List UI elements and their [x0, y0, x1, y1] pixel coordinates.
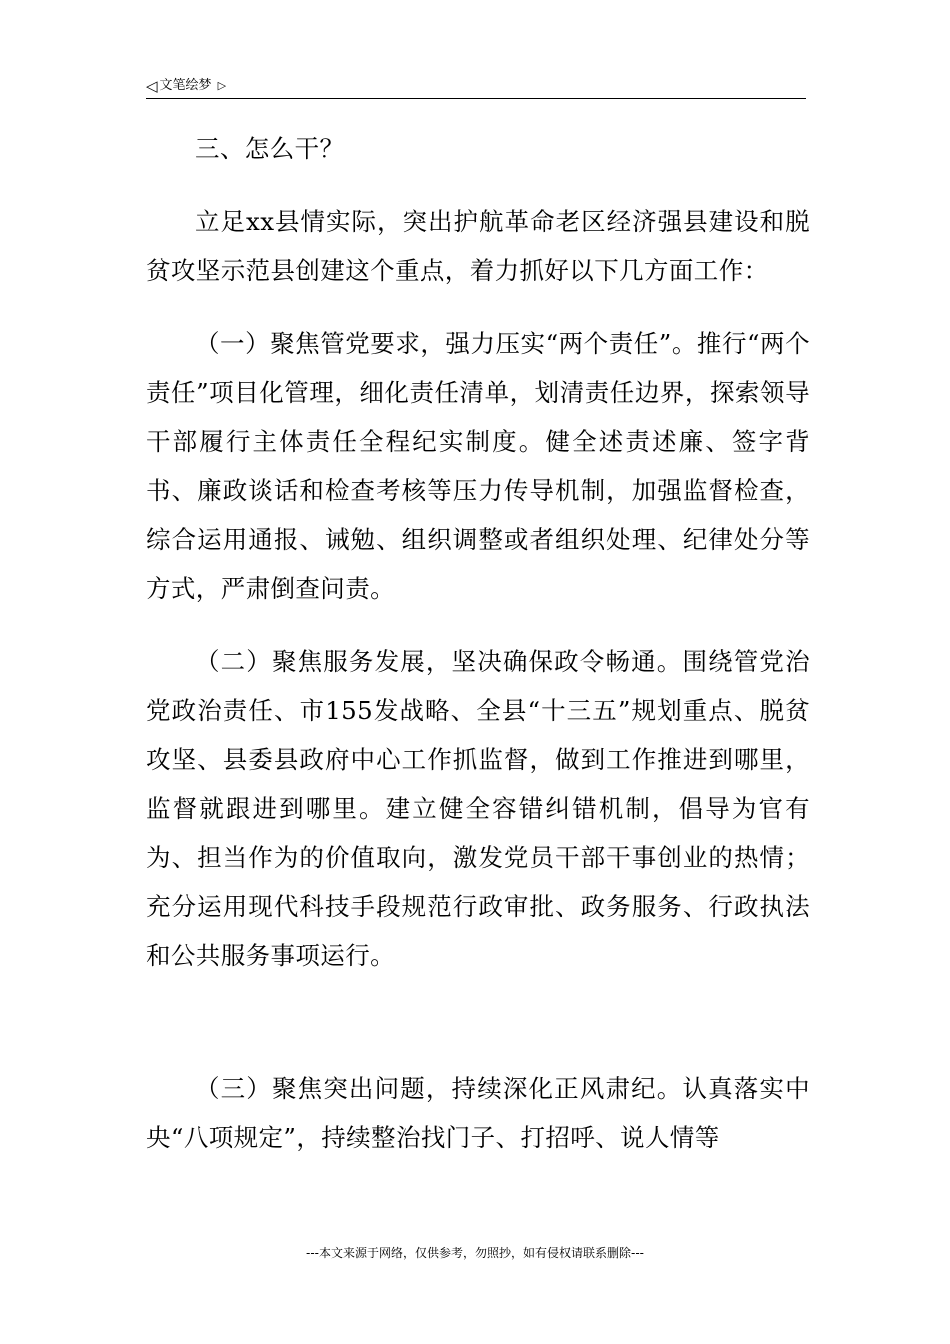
- header-title: 文笔绘梦: [159, 78, 212, 93]
- left-triangle-icon: ◁: [146, 77, 158, 95]
- right-triangle-icon: ▷: [217, 79, 227, 92]
- document-body: [146, 124, 810, 1186]
- paragraph-item-2: （二）聚焦服务发展，坚决确保政令畅通。围绕管党治党政治责任、市155发战略、全县“十三五”规划重点、脱贫攻坚、县委县政府中心工作抓监督，做到工作推进到哪里，监督就跟进到哪里。建立健全容错纠错机制，倡导为官有为、担当作为的价值取向，激发党员干部干事创业的热情；充分运用现代科技手段规范行政审批、政务服务、行政执法和公共服务事项运行。: [146, 647, 810, 970]
- paragraph-intro: 立足xx县情实际，突出护航革命老区经济强县建设和脱贫攻坚示范县创建这个重点，着力抓好以下几方面工作：: [146, 207, 810, 285]
- paragraph-item-3: （三）聚焦突出问题，持续深化正风肃纪。认真落实中央“八项规定”，持续整治找门子、打招呼、说人情等: [146, 1074, 810, 1152]
- page-header: [146, 74, 806, 99]
- section-heading: 三、怎么干？: [195, 134, 345, 163]
- paragraph-item-1: （一）聚焦管党要求，强力压实“两个责任”。推行“两个责任”项目化管理，细化责任清单，划清责任边界，探索领导干部履行主体责任全程纪实制度。健全述责述廉、签字背书、廉政谈话和检查考核等压力传导机制，加强监督检查，综合运用通报、诫勉、组织调整或者组织处理、纪律处分等方式，严肃倒查问责。: [146, 329, 810, 603]
- page-footer-disclaimer: ---本文来源于网络，仅供参考，勿照抄，如有侵权请联系删除---: [306, 1246, 644, 1260]
